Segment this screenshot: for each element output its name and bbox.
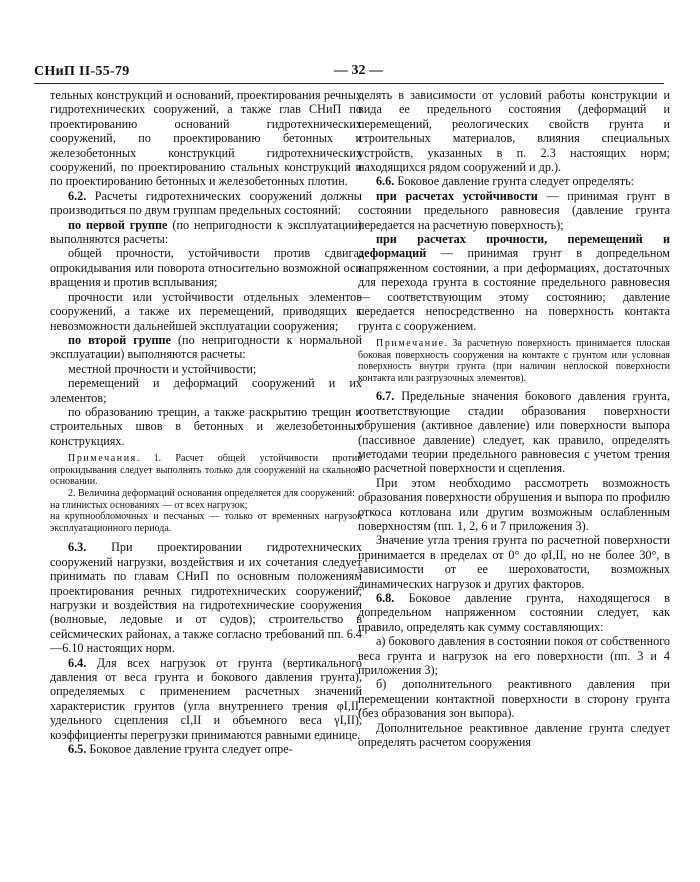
section-number: 6.2. bbox=[68, 188, 87, 203]
note-label: Примечания bbox=[68, 453, 137, 465]
section-number: 6.6. bbox=[376, 174, 395, 189]
section-number: 6.7. bbox=[376, 389, 395, 404]
list-item: местной прочности и устойчивости; bbox=[68, 361, 257, 376]
note: Примечание. За расчетную поверхность принимается плоская боковая поверхность сооружения на контакте с грунтом или условная поверхность внутри грунта (при наличии неплоской поверхности контакта или разгрузочных элементов). bbox=[358, 337, 670, 384]
header-divider bbox=[34, 83, 664, 84]
group-two-label: по второй группе bbox=[68, 332, 171, 347]
note-item: на крупнообломочных и песчаных — только от временных нагрузок эксплуатационного периода. bbox=[50, 511, 362, 534]
section-number: 6.3. bbox=[68, 540, 87, 555]
section-6-7: 6.7. Предельные значения бокового давления грунта, соответствующие стадии образования поверхности обрушения (активное давление) или поверхности выпора (пассивное давление) следует, как правило, определять методами теории предельного равновесия с учетом трения по расчетной поверхности и сцепления. bbox=[358, 389, 670, 476]
group-one: по первой группе (по непригодности к эксплуатации) выполняются расчеты: bbox=[50, 217, 362, 247]
page-number: — 32 — bbox=[334, 63, 383, 78]
list-item: б) дополнительного реактивного давления при перемещении контактной поверхности в сторону грунта (без образования зон выпора). bbox=[358, 677, 670, 721]
paragraph: делять в зависимости от условий работы конструкции и вида ее предельного состояния (деформаций и перемещений, реологических свойств грунта и строительных материалов, влияния специальных устройств, указанных в п. 2.3 настоящих норм; находящихся рядом сооружений и др.). bbox=[358, 88, 670, 175]
paragraph: Значение угла трения грунта по расчетной поверхности принимается в пределах от 0° до φI,II, но не более 30°, в зависимости от ее шероховатости, возможных динамических нагрузок и других факторов. bbox=[358, 533, 670, 591]
section-6-3: 6.3. При проектировании гидротехнических сооружений нагрузки, воздействия и их сочетания следует принимать по главам СНиП по основным положениям проектирования речных гидротехнических сооружений; нагрузки и воздействия на гидротехнические сооружения (волновые, ледовые и от судов); строительство в сейсмических районах, а также согласно требований пп. 6.4—6.10 настоящих норм. bbox=[50, 540, 362, 656]
section-6-2: 6.2. Расчеты гидротехнических сооружений должны производиться по двум группам предельных состояний: bbox=[50, 188, 362, 218]
note-label: Примечание bbox=[376, 337, 445, 349]
case-strength: при расчетах прочности, перемещений и деформаций — принимая грунт в допредельном напряженном состоянии, а при деформациях, достаточных для перехода грунта в состояние предельного равновесия — соответствующим этому состоянию; давление передается непосредственно на поверхность контакта грунта с сооружением. bbox=[358, 232, 670, 333]
list-item: прочности или устойчивости отдельных элементов сооружений, а также их перемещений, приводящих к невозможности дальнейшей эксплуатации сооружения; bbox=[50, 289, 362, 333]
case-stability: при расчетах устойчивости — принимая грунт в состоянии предельного равновесия (давление грунта передается на расчетную поверхность); bbox=[358, 188, 670, 232]
case-label: при расчетах устойчивости bbox=[376, 188, 538, 203]
left-column bbox=[50, 88, 362, 756]
section-number: 6.5. bbox=[68, 742, 87, 756]
section-6-6: 6.6. Боковое давление грунта следует определять: bbox=[376, 174, 635, 189]
case-label: при расчетах прочности, перемещений и деформаций bbox=[358, 232, 670, 261]
section-6-4: 6.4. Для всех нагрузок от грунта (вертикального давления от веса грунта и бокового давления грунта), определяемых с применением расчетных значений характеристик грунтов (угла внутреннего трения φI,II, удельного сцепления cI,II и объемного веса γI,II), коэффициенты перегрузки принимаются равными единице. bbox=[50, 655, 362, 742]
note-item: 2. Величина деформаций основания определяется для сооружений: bbox=[68, 487, 355, 499]
list-item: по образованию трещин, а также раскрытию трещин и строительных швов в бетонных и железобетонных конструкциях. bbox=[50, 404, 362, 448]
section-6-8: 6.8. Боковое давление грунта, находящегося в допредельном напряженном состоянии следует, как правило, определять как сумму составляющих: bbox=[358, 590, 670, 634]
list-item: а) бокового давления в состоянии покоя от собственного веса грунта и нагрузок на его поверхности (пп. 3 и 4 приложения 3); bbox=[358, 634, 670, 677]
group-two: по второй группе (по непригодности к нормальной эксплуатации) выполняются расчеты: bbox=[50, 332, 363, 362]
note-item: на глинистых основаниях — от всех нагрузок; bbox=[50, 499, 248, 511]
page-header bbox=[0, 0, 700, 90]
section-number: 6.8. bbox=[376, 590, 395, 605]
paragraph: тельных конструкций и оснований, проектирования речных гидротехнических сооружений, а также глав СНиП по проектированию оснований гидротехнических сооружений, по проектированию бетонных и железобетонных конструкций гидротехнических сооружений, по проектированию стальных конструкций и по проектированию бетонных и железобетонных плотин. bbox=[50, 88, 362, 189]
right-column bbox=[358, 88, 670, 749]
document-code: СНиП II-55-79 bbox=[34, 64, 130, 79]
section-number: 6.4. bbox=[68, 655, 87, 670]
paragraph: Дополнительное реактивное давление грунта следует определять расчетом сооружения bbox=[358, 720, 670, 750]
section-6-5: 6.5. Боковое давление грунта следует опре- bbox=[68, 742, 293, 756]
group-one-label: по первой группе bbox=[68, 217, 168, 232]
paragraph: При этом необходимо рассмотреть возможность образования поверхности обрушения и выпора по профилю откоса котлована или другим возможным ослабленным поверхностям (пп. 1, 2, 6 и 7 приложения 3). bbox=[358, 475, 670, 533]
list-item: перемещений и деформаций сооружений и их элементов; bbox=[50, 376, 362, 405]
list-item: общей прочности, устойчивости против сдвига, опрокидывания или поворота относительно возможной оси вращения и против всплывания; bbox=[50, 246, 362, 290]
note: Примечания. 1. Расчет общей устойчивости против опрокидывания следует выполнять только для сооружений на скальном основании. bbox=[50, 453, 362, 488]
